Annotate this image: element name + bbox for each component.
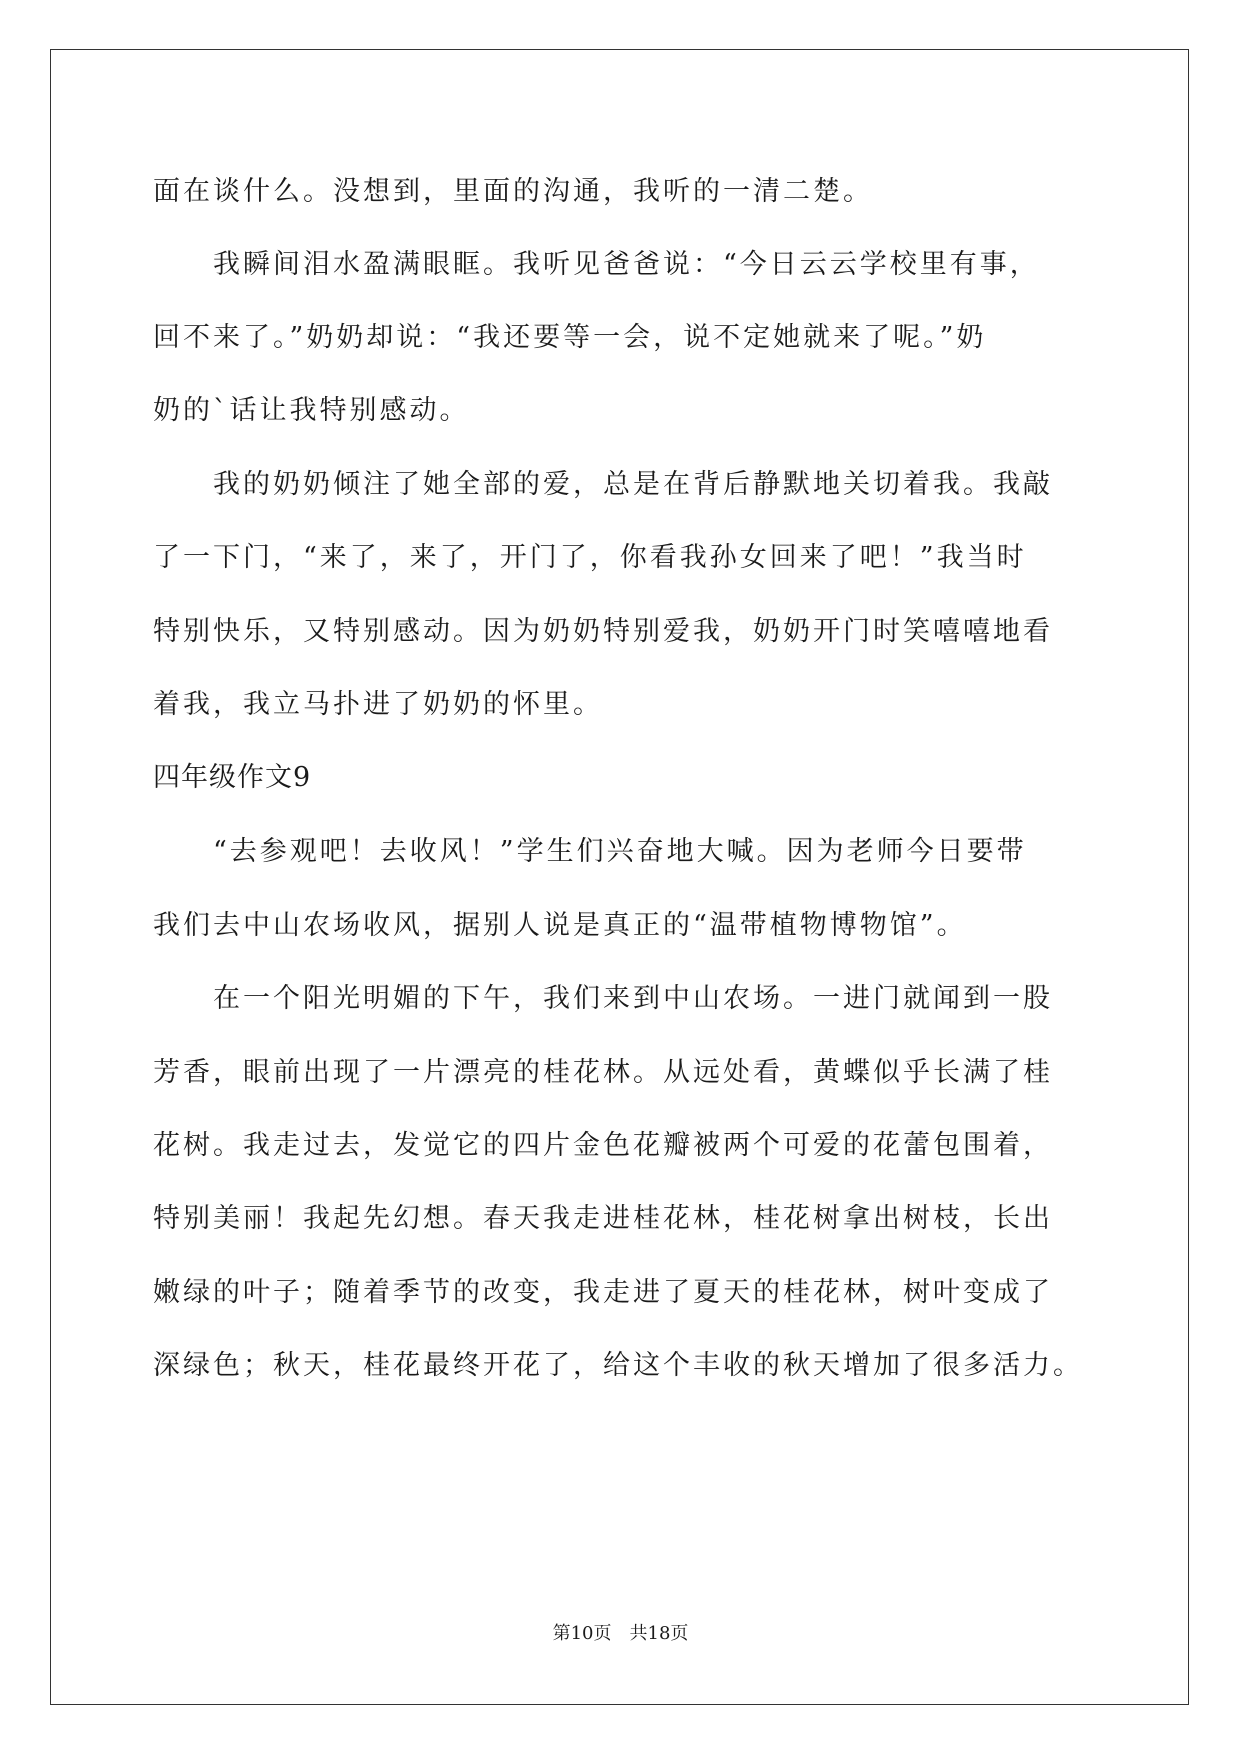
text-line: 着我，我立马扑进了奶奶的怀里。: [153, 689, 603, 720]
text-line: 了一下门，“来了，来了，开门了，你看我孙女回来了吧！”我当时: [153, 542, 1027, 573]
text-line: 特别美丽！我起先幻想。春天我走进桂花林，桂花树拿出树枝，长出: [153, 1203, 1053, 1234]
text-line: 特别快乐，又特别感动。因为奶奶特别爱我，奶奶开门时笑嘻嘻地看: [153, 616, 1053, 647]
page-border: [50, 49, 1189, 1705]
text-line: 嫩绿的叶子；随着季节的改变，我走进了夏天的桂花林，树叶变成了: [153, 1277, 1053, 1308]
text-line: 回不来了。”奶奶却说：“我还要等一会，说不定她就来了呢。”奶: [153, 322, 987, 353]
text-line: 在一个阳光明媚的下午，我们来到中山农场。一进门就闻到一股: [213, 983, 1053, 1014]
text-line: 深绿色；秋天，桂花最终开花了，给这个丰收的秋天增加了很多活力。: [153, 1350, 1083, 1381]
text-line: 我瞬间泪水盈满眼眶。我听见爸爸说：“今日云云学校里有事，: [213, 249, 1040, 280]
text-line: 我的奶奶倾注了她全部的爱，总是在背后静默地关切着我。我敲: [213, 469, 1053, 500]
text-line: 芳香，眼前出现了一片漂亮的桂花林。从远处看，黄蝶似乎长满了桂: [153, 1057, 1053, 1088]
text-line: 面在谈什么。没想到，里面的沟通，我听的一清二楚。: [153, 176, 873, 207]
text-line: 我们去中山农场收风，据别人说是真正的“温带植物博物馆”。: [153, 910, 967, 941]
page-number: 第10页 共18页: [552, 1623, 689, 1644]
text-line: 花树。我走过去，发觉它的四片金色花瓣被两个可爱的花蕾包围着，: [153, 1130, 1053, 1161]
section-heading: 四年级作文9: [153, 762, 312, 793]
text-line: “去参观吧！去收风！”学生们兴奋地大喊。因为老师今日要带: [213, 836, 1027, 867]
text-line: 奶的`话让我特别感动。: [153, 395, 470, 426]
